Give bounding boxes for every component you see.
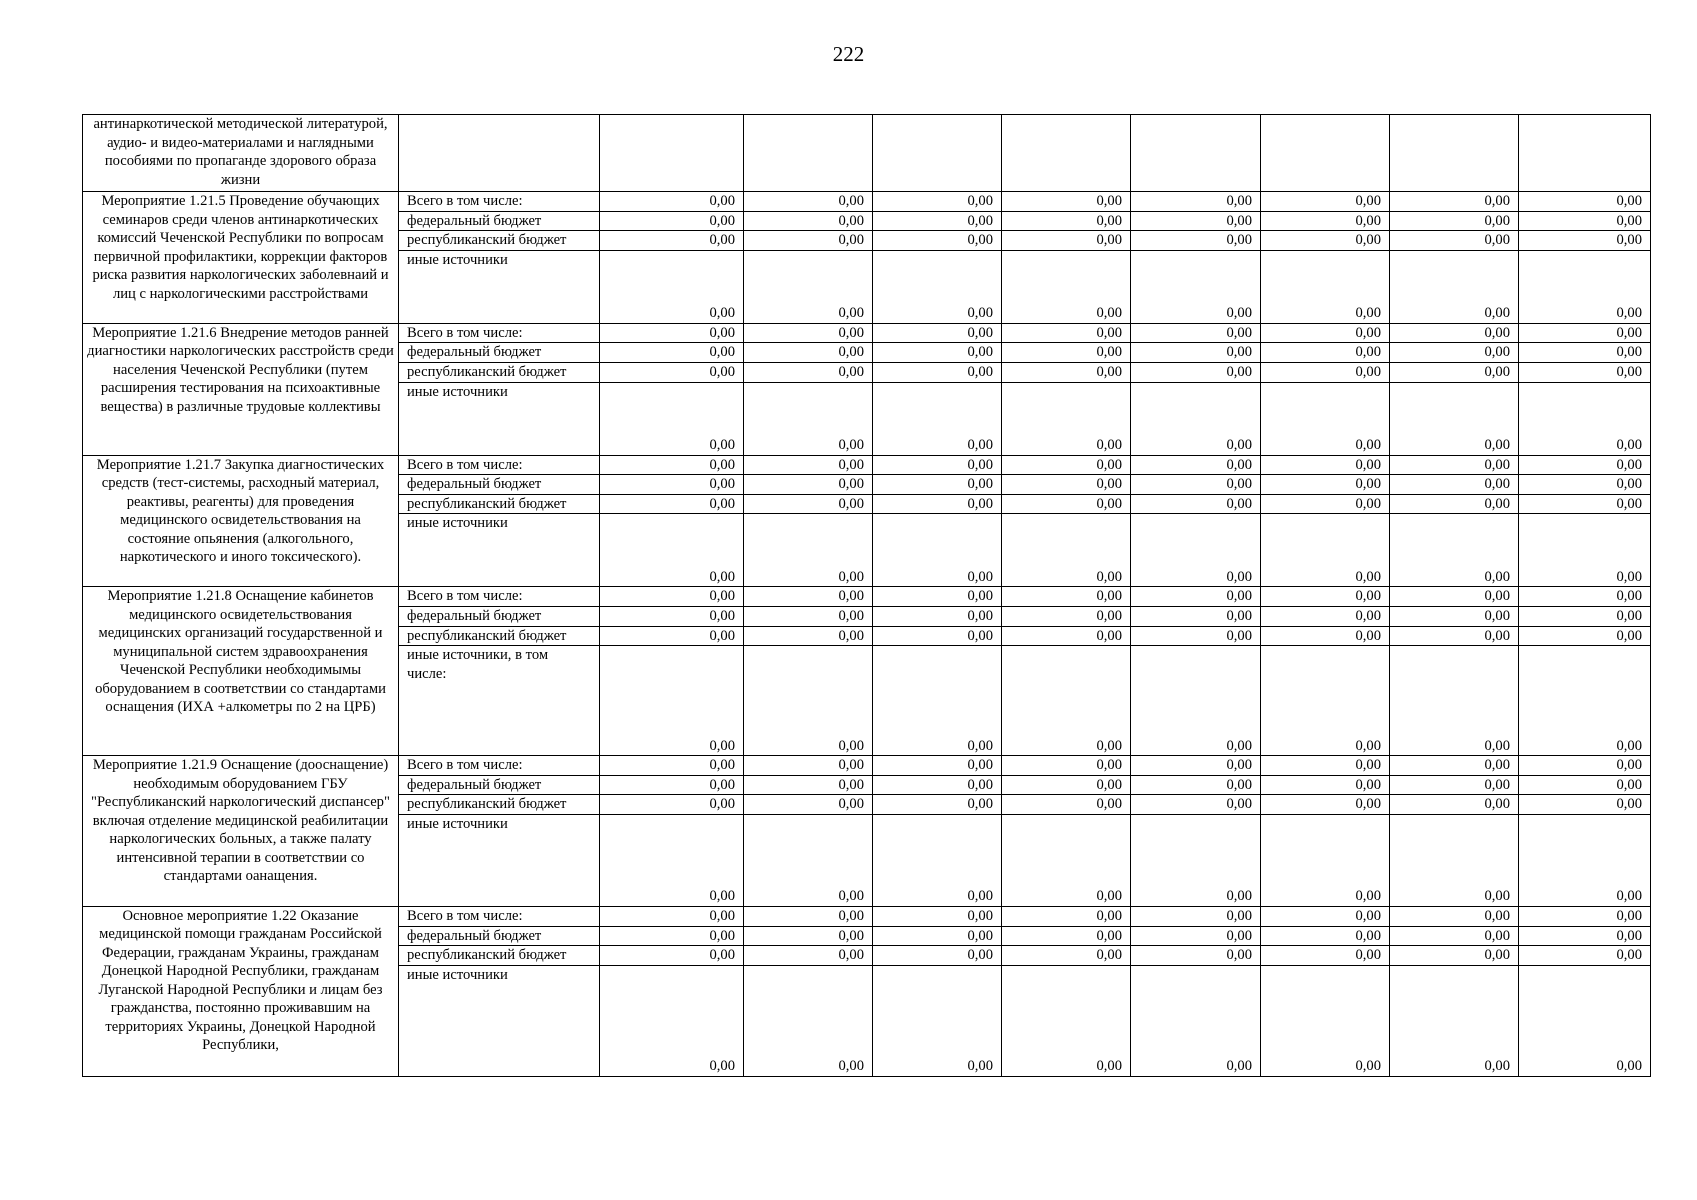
amount-cell: 0,00 [1131, 250, 1261, 323]
amount-cell: 0,00 [1390, 795, 1519, 815]
amount-cell: 0,00 [1519, 231, 1651, 251]
amount-cell: 0,00 [873, 965, 1002, 1076]
funding-source: Всего в том числе: [399, 587, 600, 607]
amount-cell: 0,00 [1131, 814, 1261, 906]
amount-cell: 0,00 [1519, 946, 1651, 966]
amount-cell: 0,00 [1002, 946, 1131, 966]
amount-cell: 0,00 [1002, 211, 1131, 231]
amount-cell: 0,00 [1519, 323, 1651, 343]
amount-cell: 0,00 [600, 626, 744, 646]
amount-cell: 0,00 [1390, 756, 1519, 776]
amount-cell: 0,00 [1519, 250, 1651, 323]
amount-cell: 0,00 [1519, 626, 1651, 646]
amount-cell: 0,00 [1002, 323, 1131, 343]
amount-cell: 0,00 [600, 906, 744, 926]
amount-cell: 0,00 [873, 814, 1002, 906]
amount-cell: 0,00 [1261, 455, 1390, 475]
funding-source: Всего в том числе: [399, 906, 600, 926]
amount-cell: 0,00 [1390, 343, 1519, 363]
amount-cell: 0,00 [1002, 382, 1131, 455]
amount-cell: 0,00 [1131, 775, 1261, 795]
amount-cell: 0,00 [1002, 514, 1131, 587]
empty-cell [399, 115, 600, 192]
table-body [83, 115, 1651, 1077]
amount-cell: 0,00 [873, 514, 1002, 587]
amount-cell: 0,00 [744, 965, 873, 1076]
continuation-row [83, 115, 1651, 192]
amount-cell: 0,00 [873, 946, 1002, 966]
amount-cell: 0,00 [744, 475, 873, 495]
amount-cell: 0,00 [1261, 192, 1390, 212]
funding-table [82, 114, 1651, 1077]
amount-cell: 0,00 [1390, 606, 1519, 626]
amount-cell: 0,00 [1261, 475, 1390, 495]
amount-cell: 0,00 [744, 775, 873, 795]
amount-cell: 0,00 [744, 192, 873, 212]
amount-cell: 0,00 [1002, 756, 1131, 776]
amount-cell: 0,00 [1131, 587, 1261, 607]
amount-cell: 0,00 [873, 343, 1002, 363]
amount-cell: 0,00 [1131, 606, 1261, 626]
amount-cell: 0,00 [744, 795, 873, 815]
funding-source: федеральный бюджет [399, 211, 600, 231]
amount-cell: 0,00 [600, 756, 744, 776]
funding-source: Всего в том числе: [399, 192, 600, 212]
amount-cell: 0,00 [600, 475, 744, 495]
amount-cell: 0,00 [1390, 192, 1519, 212]
funding-source: иные источники [399, 814, 600, 906]
amount-cell: 0,00 [600, 646, 744, 756]
amount-cell: 0,00 [744, 756, 873, 776]
amount-cell: 0,00 [1519, 587, 1651, 607]
amount-cell: 0,00 [1519, 926, 1651, 946]
funding-source: федеральный бюджет [399, 343, 600, 363]
amount-cell: 0,00 [1390, 475, 1519, 495]
amount-cell: 0,00 [873, 626, 1002, 646]
amount-cell: 0,00 [1131, 475, 1261, 495]
amount-cell: 0,00 [873, 192, 1002, 212]
amount-cell: 0,00 [1002, 475, 1131, 495]
amount-cell: 0,00 [1131, 626, 1261, 646]
amount-cell: 0,00 [1390, 250, 1519, 323]
funding-source: иные источники [399, 382, 600, 455]
empty-cell [1131, 115, 1261, 192]
activity-description: Мероприятие 1.21.6 Внедрение методов ранней диагностики наркологических расстройств среди населения Чеченской Республики (путем расширения тестирования на психоактивные вещества) в различные трудовые коллективы [83, 323, 399, 455]
amount-cell: 0,00 [1002, 814, 1131, 906]
amount-cell: 0,00 [600, 192, 744, 212]
amount-cell: 0,00 [1261, 756, 1390, 776]
amount-cell: 0,00 [1390, 231, 1519, 251]
amount-cell: 0,00 [1131, 231, 1261, 251]
amount-cell: 0,00 [1131, 906, 1261, 926]
amount-cell: 0,00 [744, 514, 873, 587]
amount-cell: 0,00 [1390, 362, 1519, 382]
amount-cell: 0,00 [1390, 775, 1519, 795]
amount-cell: 0,00 [1390, 211, 1519, 231]
amount-cell: 0,00 [1131, 494, 1261, 514]
amount-cell: 0,00 [1002, 965, 1131, 1076]
amount-cell: 0,00 [1002, 646, 1131, 756]
amount-cell: 0,00 [1519, 795, 1651, 815]
amount-cell: 0,00 [1519, 775, 1651, 795]
amount-cell: 0,00 [1261, 514, 1390, 587]
funding-source: республиканский бюджет [399, 494, 600, 514]
table-row [83, 323, 1651, 343]
amount-cell: 0,00 [1131, 926, 1261, 946]
amount-cell: 0,00 [1131, 795, 1261, 815]
amount-cell: 0,00 [873, 494, 1002, 514]
amount-cell: 0,00 [873, 250, 1002, 323]
amount-cell: 0,00 [1261, 775, 1390, 795]
amount-cell: 0,00 [744, 587, 873, 607]
amount-cell: 0,00 [744, 211, 873, 231]
amount-cell: 0,00 [1261, 965, 1390, 1076]
amount-cell: 0,00 [1261, 795, 1390, 815]
amount-cell: 0,00 [1519, 646, 1651, 756]
amount-cell: 0,00 [1390, 323, 1519, 343]
continuation-description: антинаркотической методической литературой, аудио- и видео-материалами и наглядными пособиями по пропаганде здорового образа жизни [83, 115, 399, 192]
amount-cell: 0,00 [600, 775, 744, 795]
amount-cell: 0,00 [873, 362, 1002, 382]
amount-cell: 0,00 [744, 343, 873, 363]
amount-cell: 0,00 [1002, 795, 1131, 815]
amount-cell: 0,00 [1390, 946, 1519, 966]
amount-cell: 0,00 [873, 775, 1002, 795]
amount-cell: 0,00 [744, 646, 873, 756]
amount-cell: 0,00 [1519, 455, 1651, 475]
amount-cell: 0,00 [1131, 382, 1261, 455]
amount-cell: 0,00 [744, 250, 873, 323]
funding-source: Всего в том числе: [399, 455, 600, 475]
amount-cell: 0,00 [744, 362, 873, 382]
amount-cell: 0,00 [600, 926, 744, 946]
amount-cell: 0,00 [1002, 626, 1131, 646]
amount-cell: 0,00 [1131, 514, 1261, 587]
funding-source: Всего в том числе: [399, 756, 600, 776]
amount-cell: 0,00 [600, 382, 744, 455]
amount-cell: 0,00 [1261, 606, 1390, 626]
amount-cell: 0,00 [1002, 494, 1131, 514]
amount-cell: 0,00 [600, 606, 744, 626]
amount-cell: 0,00 [1390, 587, 1519, 607]
funding-source: республиканский бюджет [399, 626, 600, 646]
amount-cell: 0,00 [1261, 362, 1390, 382]
amount-cell: 0,00 [873, 926, 1002, 946]
empty-cell [1002, 115, 1131, 192]
amount-cell: 0,00 [1519, 475, 1651, 495]
funding-source: федеральный бюджет [399, 475, 600, 495]
amount-cell: 0,00 [1261, 323, 1390, 343]
amount-cell: 0,00 [873, 382, 1002, 455]
amount-cell: 0,00 [600, 323, 744, 343]
amount-cell: 0,00 [873, 323, 1002, 343]
amount-cell: 0,00 [1002, 362, 1131, 382]
funding-source: Всего в том числе: [399, 323, 600, 343]
amount-cell: 0,00 [1002, 906, 1131, 926]
amount-cell: 0,00 [1261, 946, 1390, 966]
amount-cell: 0,00 [873, 587, 1002, 607]
amount-cell: 0,00 [600, 587, 744, 607]
amount-cell: 0,00 [1261, 646, 1390, 756]
amount-cell: 0,00 [1261, 906, 1390, 926]
funding-source: республиканский бюджет [399, 231, 600, 251]
amount-cell: 0,00 [1390, 382, 1519, 455]
amount-cell: 0,00 [1261, 382, 1390, 455]
table-row [83, 587, 1651, 607]
amount-cell: 0,00 [873, 606, 1002, 626]
amount-cell: 0,00 [1002, 775, 1131, 795]
activity-description: Основное мероприятие 1.22 Оказание медицинской помощи гражданам Российской Федерации, гражданам Украины, гражданам Донецкой Народной Республики, гражданам Луганской Народной Республики и лицам без гражданства, постоянно проживавшим на территориях Украины, Донецкой Народной Республики, [83, 906, 399, 1076]
amount-cell: 0,00 [1390, 514, 1519, 587]
table-row [83, 192, 1651, 212]
amount-cell: 0,00 [1131, 946, 1261, 966]
funding-source: республиканский бюджет [399, 795, 600, 815]
amount-cell: 0,00 [600, 494, 744, 514]
amount-cell: 0,00 [744, 323, 873, 343]
amount-cell: 0,00 [1261, 926, 1390, 946]
amount-cell: 0,00 [1390, 906, 1519, 926]
amount-cell: 0,00 [600, 211, 744, 231]
amount-cell: 0,00 [873, 906, 1002, 926]
activity-description: Мероприятие 1.21.8 Оснащение кабинетов медицинского освидетельствования медицинских организаций государственной и муниципальной систем здравоохранения Чеченской Республики необходимымы оборудованием в соответствии со стандартами оснащения (ИХА +алкометры по 2 на ЦРБ) [83, 587, 399, 756]
amount-cell: 0,00 [1261, 211, 1390, 231]
amount-cell: 0,00 [1390, 814, 1519, 906]
table-row [83, 455, 1651, 475]
page-number: 222 [832, 42, 865, 66]
amount-cell: 0,00 [873, 756, 1002, 776]
amount-cell: 0,00 [1002, 343, 1131, 363]
activity-description: Мероприятие 1.21.5 Проведение обучающих семинаров среди членов антинаркотических комиссий Чеченской Республики по вопросам первичной профилактики, коррекции факторов риска развития наркологических заболевнаий и лиц с наркологическими расстройствами [83, 192, 399, 324]
amount-cell: 0,00 [1002, 455, 1131, 475]
amount-cell: 0,00 [1519, 814, 1651, 906]
amount-cell: 0,00 [744, 231, 873, 251]
amount-cell: 0,00 [744, 814, 873, 906]
amount-cell: 0,00 [1002, 250, 1131, 323]
amount-cell: 0,00 [600, 814, 744, 906]
empty-cell [600, 115, 744, 192]
amount-cell: 0,00 [1261, 814, 1390, 906]
amount-cell: 0,00 [1519, 494, 1651, 514]
amount-cell: 0,00 [744, 626, 873, 646]
amount-cell: 0,00 [1519, 362, 1651, 382]
funding-source: иные источники [399, 514, 600, 587]
table-row [83, 906, 1651, 926]
amount-cell: 0,00 [873, 795, 1002, 815]
amount-cell: 0,00 [1519, 192, 1651, 212]
funding-source: иные источники [399, 965, 600, 1076]
amount-cell: 0,00 [744, 382, 873, 455]
amount-cell: 0,00 [1131, 323, 1261, 343]
amount-cell: 0,00 [873, 231, 1002, 251]
amount-cell: 0,00 [1002, 231, 1131, 251]
amount-cell: 0,00 [1519, 211, 1651, 231]
amount-cell: 0,00 [1131, 646, 1261, 756]
amount-cell: 0,00 [1002, 192, 1131, 212]
amount-cell: 0,00 [1519, 756, 1651, 776]
amount-cell: 0,00 [600, 795, 744, 815]
amount-cell: 0,00 [1261, 626, 1390, 646]
empty-cell [1390, 115, 1519, 192]
amount-cell: 0,00 [1390, 646, 1519, 756]
funding-source: федеральный бюджет [399, 775, 600, 795]
amount-cell: 0,00 [744, 455, 873, 475]
amount-cell: 0,00 [1390, 965, 1519, 1076]
amount-cell: 0,00 [1519, 343, 1651, 363]
amount-cell: 0,00 [600, 455, 744, 475]
amount-cell: 0,00 [1390, 455, 1519, 475]
amount-cell: 0,00 [1390, 626, 1519, 646]
amount-cell: 0,00 [744, 926, 873, 946]
amount-cell: 0,00 [1519, 382, 1651, 455]
amount-cell: 0,00 [1519, 606, 1651, 626]
amount-cell: 0,00 [600, 946, 744, 966]
amount-cell: 0,00 [744, 906, 873, 926]
amount-cell: 0,00 [1261, 231, 1390, 251]
funding-source: республиканский бюджет [399, 946, 600, 966]
amount-cell: 0,00 [1261, 250, 1390, 323]
amount-cell: 0,00 [1131, 343, 1261, 363]
amount-cell: 0,00 [873, 646, 1002, 756]
empty-cell [1519, 115, 1651, 192]
amount-cell: 0,00 [873, 475, 1002, 495]
funding-source: иные источники, в том числе: [399, 646, 600, 756]
amount-cell: 0,00 [1131, 211, 1261, 231]
funding-source: федеральный бюджет [399, 606, 600, 626]
amount-cell: 0,00 [744, 494, 873, 514]
amount-cell: 0,00 [873, 211, 1002, 231]
amount-cell: 0,00 [600, 362, 744, 382]
amount-cell: 0,00 [744, 606, 873, 626]
amount-cell: 0,00 [1131, 965, 1261, 1076]
amount-cell: 0,00 [1131, 756, 1261, 776]
empty-cell [744, 115, 873, 192]
amount-cell: 0,00 [1131, 455, 1261, 475]
amount-cell: 0,00 [600, 231, 744, 251]
funding-source: федеральный бюджет [399, 926, 600, 946]
amount-cell: 0,00 [600, 343, 744, 363]
amount-cell: 0,00 [1002, 587, 1131, 607]
empty-cell [1261, 115, 1390, 192]
amount-cell: 0,00 [873, 455, 1002, 475]
amount-cell: 0,00 [1519, 965, 1651, 1076]
amount-cell: 0,00 [1131, 192, 1261, 212]
funding-source: иные источники [399, 250, 600, 323]
activity-description: Мероприятие 1.21.9 Оснащение (дооснащение) необходимым оборудованием ГБУ "Республиканский наркологический диспансер" включая отделение медицинской реабилитации наркологических больных, а также палату интенсивной терапии в соответствии со стандартами оанащения. [83, 756, 399, 907]
amount-cell: 0,00 [1261, 343, 1390, 363]
empty-cell [873, 115, 1002, 192]
amount-cell: 0,00 [600, 965, 744, 1076]
amount-cell: 0,00 [600, 514, 744, 587]
amount-cell: 0,00 [1519, 514, 1651, 587]
amount-cell: 0,00 [744, 946, 873, 966]
amount-cell: 0,00 [1131, 362, 1261, 382]
amount-cell: 0,00 [1002, 606, 1131, 626]
amount-cell: 0,00 [600, 250, 744, 323]
amount-cell: 0,00 [1002, 926, 1131, 946]
activity-description: Мероприятие 1.21.7 Закупка диагностических средств (тест-системы, расходный материал, реактивы, реагенты) для проведения медицинского освидетельствования на состояние опьянения (алкогольного, наркотического и иного токсического). [83, 455, 399, 587]
amount-cell: 0,00 [1519, 906, 1651, 926]
amount-cell: 0,00 [1261, 587, 1390, 607]
amount-cell: 0,00 [1390, 494, 1519, 514]
amount-cell: 0,00 [1261, 494, 1390, 514]
table-row [83, 756, 1651, 776]
funding-source: республиканский бюджет [399, 362, 600, 382]
amount-cell: 0,00 [1390, 926, 1519, 946]
